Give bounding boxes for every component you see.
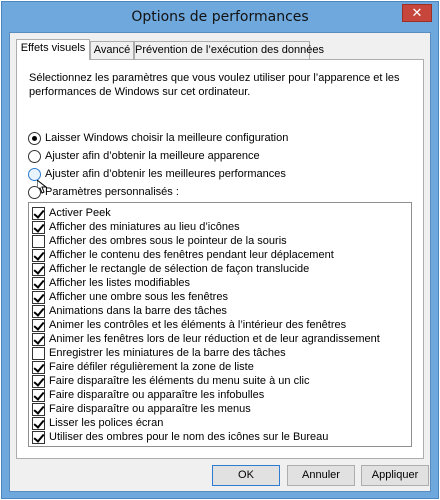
radio-button[interactable] xyxy=(28,168,41,181)
list-item[interactable] xyxy=(32,318,346,332)
checkbox[interactable] xyxy=(32,389,45,402)
checkbox[interactable] xyxy=(32,291,45,304)
item-label: Afficher les listes modifiables xyxy=(49,277,191,289)
tab-data-execution-prevention[interactable]: Prévention de l’exécution des données xyxy=(134,41,310,59)
performance-options-window xyxy=(1,1,439,499)
item-label: Lisser les polices écran xyxy=(49,417,164,429)
checkbox[interactable] xyxy=(32,403,45,416)
list-item[interactable] xyxy=(32,276,190,290)
description-text: Sélectionnez les paramètres que vous voulez utiliser pour l’apparence et les performances de Windows sur cet ordinateur. xyxy=(29,72,400,98)
radio-best-appearance[interactable] xyxy=(28,148,260,164)
radio-button[interactable] xyxy=(28,132,41,145)
item-label: Utiliser des ombres pour le nom des icônes sur le Bureau xyxy=(49,431,329,443)
item-label: Faire disparaître ou apparaître les menus xyxy=(49,403,251,415)
item-label: Activer Peek xyxy=(49,207,111,219)
checkbox[interactable] xyxy=(32,277,45,290)
item-label: Afficher le contenu des fenêtres pendant leur déplacement xyxy=(49,249,334,261)
checkbox[interactable] xyxy=(32,207,45,220)
item-label: Afficher des miniatures au lieu d’icônes xyxy=(49,221,240,233)
checkbox[interactable] xyxy=(32,361,45,374)
checkbox[interactable] xyxy=(32,319,45,332)
item-label: Animer les contrôles et les éléments à l’intérieur des fenêtres xyxy=(49,319,347,331)
radio-label: Ajuster afin d’obtenir la meilleure apparence xyxy=(45,150,260,162)
list-item[interactable] xyxy=(32,346,286,360)
item-label: Faire défiler régulièrement la zone de liste xyxy=(49,361,254,373)
checkbox[interactable] xyxy=(32,221,45,234)
radio-best-performance[interactable] xyxy=(28,166,286,182)
window-title: Options de performances xyxy=(131,9,309,25)
cancel-button[interactable]: Annuler xyxy=(287,465,355,486)
item-label: Faire disparaître les éléments du menu suite à un clic xyxy=(49,375,310,387)
checkbox[interactable] xyxy=(32,249,45,262)
radio-label: Laisser Windows choisir la meilleure configuration xyxy=(45,132,289,144)
radio-custom-settings[interactable] xyxy=(28,184,179,200)
list-item[interactable] xyxy=(32,234,287,248)
checkbox[interactable] xyxy=(32,333,45,346)
radio-button[interactable] xyxy=(28,186,41,199)
radio-label: Paramètres personnalisés : xyxy=(45,186,179,198)
visual-effects-list[interactable] xyxy=(28,202,412,447)
checkbox[interactable] xyxy=(32,305,45,318)
item-label: Afficher des ombres sous le pointeur de la souris xyxy=(49,235,287,247)
checkbox[interactable] xyxy=(32,347,45,360)
item-label: Enregistrer les miniatures de la barre des tâches xyxy=(49,347,286,359)
list-item[interactable] xyxy=(32,206,111,220)
tab-advanced[interactable]: Avancé xyxy=(90,41,134,59)
list-item[interactable] xyxy=(32,374,309,388)
list-item[interactable] xyxy=(32,304,227,318)
list-item[interactable] xyxy=(32,402,251,416)
dialog-body xyxy=(9,32,431,492)
apply-button[interactable]: Appliquer xyxy=(361,465,429,486)
checkbox[interactable] xyxy=(32,263,45,276)
checkbox[interactable] xyxy=(32,431,45,444)
title-bar[interactable] xyxy=(2,2,438,32)
list-item[interactable] xyxy=(32,262,309,276)
item-label: Afficher le rectangle de sélection de façon translucide xyxy=(49,263,310,275)
checkbox[interactable] xyxy=(32,417,45,430)
radio-button[interactable] xyxy=(28,150,41,163)
list-item[interactable] xyxy=(32,360,254,374)
radio-label: Ajuster afin d’obtenir les meilleures performances xyxy=(45,168,286,180)
tab-visual-effects[interactable]: Effets visuels xyxy=(16,39,90,60)
checkbox[interactable] xyxy=(32,375,45,388)
item-label: Animer les fenêtres lors de leur réduction et de leur agrandissement xyxy=(49,333,380,345)
list-item[interactable] xyxy=(32,290,228,304)
list-item[interactable] xyxy=(32,248,334,262)
item-label: Afficher une ombre sous les fenêtres xyxy=(49,291,228,303)
list-item[interactable] xyxy=(32,332,380,346)
list-item[interactable] xyxy=(32,430,328,444)
close-button[interactable]: ✕ xyxy=(402,4,432,22)
ok-button[interactable]: OK xyxy=(212,465,280,486)
list-item[interactable] xyxy=(32,388,264,402)
radio-let-windows-choose[interactable] xyxy=(28,130,288,146)
item-label: Animations dans la barre des tâches xyxy=(49,305,227,317)
list-item[interactable] xyxy=(32,416,163,430)
checkbox[interactable] xyxy=(32,235,45,248)
visual-effects-panel xyxy=(16,59,424,459)
item-label: Faire disparaître ou apparaître les infobulles xyxy=(49,389,265,401)
list-item[interactable] xyxy=(32,220,240,234)
